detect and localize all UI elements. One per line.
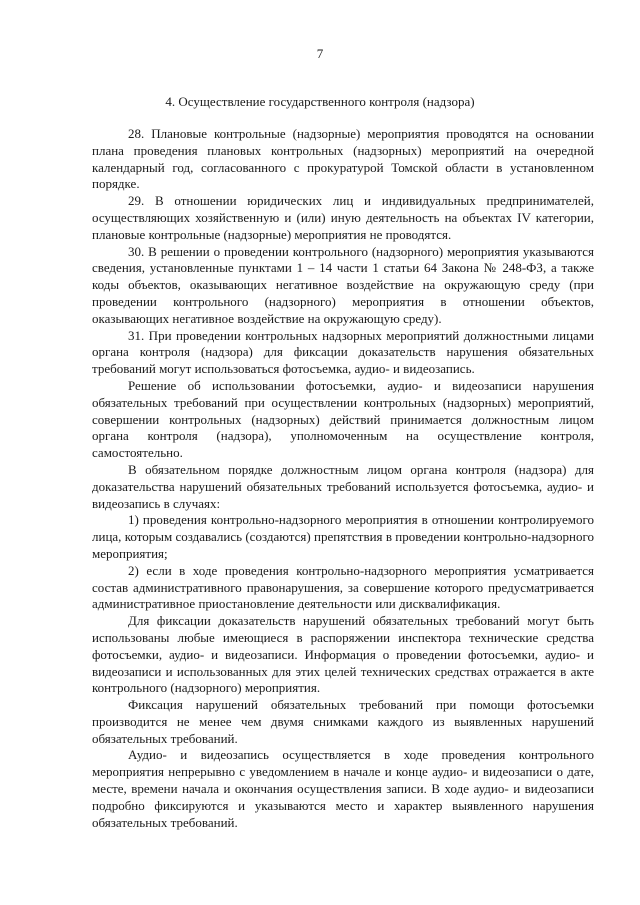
paragraph-28: 28. Плановые контрольные (надзорные) мероприятия проводятся на основании плана проведения плановых контрольных (надзорных) мероприятий на очередной календарный год, согласованного с прокуратурой Томской области в установленном порядке. — [92, 126, 594, 192]
paragraph-photo: Фиксация нарушений обязательных требований при помощи фотосъемки производится не менее чем двумя снимками каждого из выявленных нарушений обязательных требований. — [92, 697, 594, 746]
paragraph-mandatory: В обязательном порядке должностным лицом органа контроля (надзора) для доказательства нарушений обязательных требований используется фотосъемка, аудио- и видеозапись в случаях: — [92, 461, 594, 511]
list-item-2: 2) если в ходе проведения контрольно-надзорного мероприятия усматривается состав административного правонарушения, за совершение которого предусматривается административное приостановление деятельности или дисквалификация. — [92, 562, 594, 612]
page-number: 7 — [316, 46, 324, 61]
paragraph-means: Для фиксации доказательств нарушений обязательных требований могут быть использованы любые имеющиеся в распоряжении инспектора технические средства фотосъемки, аудио- и видеозаписи. Информация о проведении фотосъемки, аудио- и видеозаписи и использованных для этих целей технических средствах отражается в акте контрольного (надзорного) мероприятия. — [92, 613, 594, 696]
paragraph-decision: Решение об использовании фотосъемки, аудио- и видеозаписи нарушения обязательных требований при осуществлении контрольных (надзорных) мероприятий, совершении контрольных (надзорных) действий принимается должностным лицом органа контроля (надзора), уполномоченным на осуществление контроля, самостоятельно. — [92, 377, 594, 461]
paragraph-29: 29. В отношении юридических лиц и индивидуальных предпринимателей, осуществляющих хозяйственную и (или) иную деятельность на объектах IV категории, плановые контрольные (надзорные) мероприятия не проводятся. — [92, 193, 594, 242]
section-title: 4. Осуществление государственного контроля (надзора) — [165, 94, 475, 109]
list-item-1: 1) проведения контрольно-надзорного мероприятия в отношении контролируемого лица, которым создавались (создаются) препятствия в проведении контрольно-надзорного мероприятия; — [92, 512, 594, 561]
document-body — [92, 126, 594, 831]
paragraph-31: 31. При проведении контрольных надзорных мероприятий должностными лицами органа контроля (надзора) для фиксации доказательств нарушения обязательных требований могут использоваться фотосъемка, аудио- и видеозапись. — [92, 327, 594, 377]
paragraph-30: 30. В решении о проведении контрольного (надзорного) мероприятия указываются сведения, установленные пунктами 1 – 14 части 1 статьи 64 Закона № 248-ФЗ, а также коды объектов, оказывающих негативное воздействие на окружающую среду (при проведении контрольного (надзорного) мероприятия в отношении объектов, оказывающих негативное воздействие на окружающую среду). — [92, 243, 594, 326]
paragraph-audio-video: Аудио- и видеозапись осуществляется в ходе проведения контрольного мероприятия непрерывно с уведомлением в начале и конце аудио- и видеозаписи о дате, месте, времени начала и окончания осуществления записи. В ходе аудио- и видеозаписи подробно фиксируются и указываются место и характер выявленного нарушения обязательных требований. — [92, 747, 594, 830]
